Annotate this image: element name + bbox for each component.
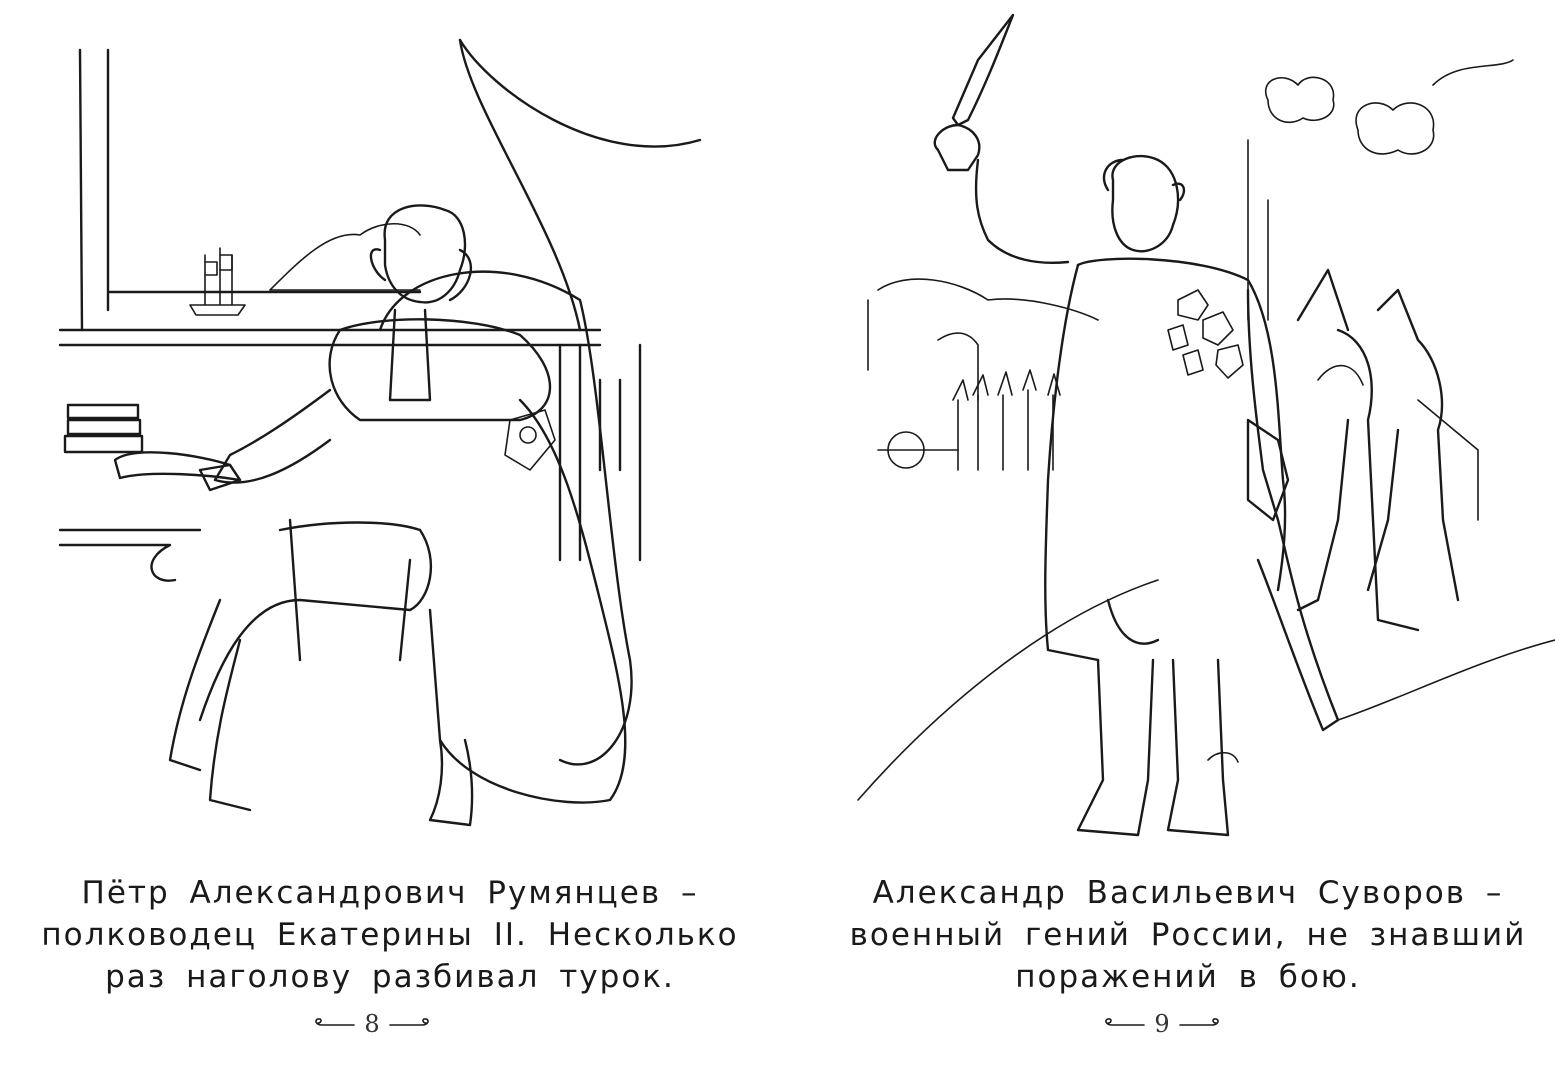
seated-figure xyxy=(170,205,625,825)
caption-line: раз наголову разбивал турок. xyxy=(105,959,675,995)
flourish-left-icon xyxy=(308,1016,356,1032)
page-number: 8 xyxy=(364,1010,380,1038)
page-number-right xyxy=(1062,1010,1262,1038)
caption-line: Пётр Александрович Румянцев – xyxy=(81,875,699,911)
caption-line: поражений в бою. xyxy=(1015,959,1361,995)
caption-rumyantsev xyxy=(40,872,740,998)
window-frame xyxy=(60,40,700,560)
flourish-left-icon xyxy=(1098,1016,1146,1032)
distant-soldiers xyxy=(953,370,1060,470)
ground-line xyxy=(858,580,1555,800)
flourish-right-icon xyxy=(388,1016,436,1032)
caption-suvorov xyxy=(808,872,1555,998)
rumyantsev-illustration xyxy=(0,0,778,860)
suvorov-illustration xyxy=(778,0,1555,860)
page-number: 9 xyxy=(1154,1010,1170,1038)
caption-line: военный гений России, не знавший xyxy=(849,917,1527,953)
table-books xyxy=(60,405,240,581)
grenadiers xyxy=(1298,270,1478,630)
page-number-left xyxy=(272,1010,472,1038)
caption-line: полководец Екатерины II. Несколько xyxy=(41,917,739,953)
flourish-right-icon xyxy=(1178,1016,1226,1032)
caption-line: Александр Васильевич Суворов – xyxy=(872,875,1504,911)
suvorov-figure xyxy=(935,15,1338,835)
right-page xyxy=(778,0,1555,1080)
